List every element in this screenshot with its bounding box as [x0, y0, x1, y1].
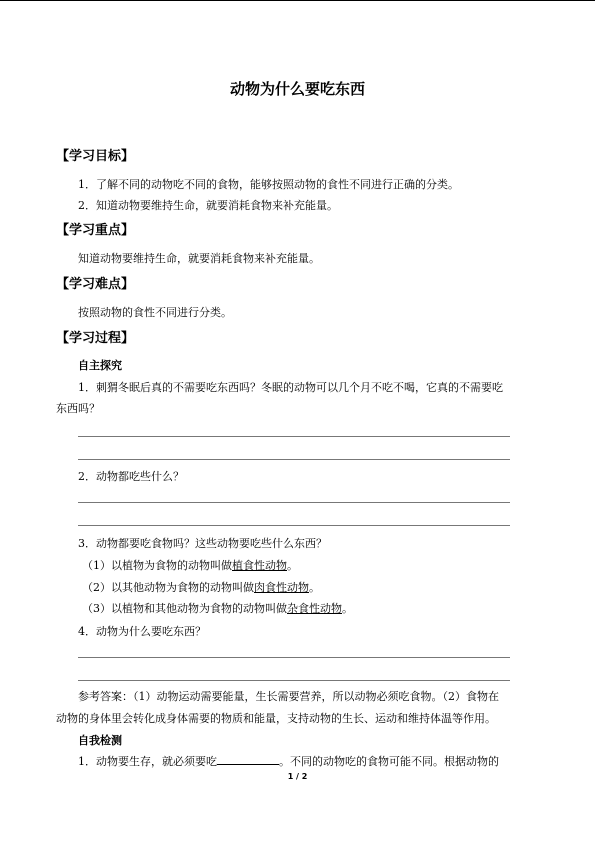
item-prefix: （3）以植物和其他动物为食物的动物叫做	[82, 602, 287, 615]
page-title: 动物为什么要吃东西	[229, 80, 365, 98]
question-3-item-2	[82, 579, 320, 595]
answer-line	[78, 680, 510, 681]
reference-answer-line-1: 参考答案：（1）动物运动需要能量，生长需要营养，所以动物必须吃食物。（2）食物在	[78, 690, 499, 703]
difficulties-text: 按照动物的食性不同进行分类。	[78, 306, 232, 319]
question-1-line-2: 东西吗？	[56, 402, 100, 415]
item-answer: 植食性动物	[232, 559, 287, 572]
item-suffix: 。	[309, 581, 320, 594]
top-border	[0, 0, 595, 1]
question-suffix: 。不同的动物吃的食物可能不同。根据动物的	[279, 755, 499, 768]
answer-line	[78, 459, 510, 460]
question-3-item-3	[82, 600, 353, 616]
subheading-self-check: 自我检测	[78, 734, 122, 747]
subheading-self-explore: 自主探究	[78, 359, 122, 372]
item-answer: 肉食性动物	[254, 581, 309, 594]
item-prefix: （2）以其他动物为食物的动物叫做	[82, 581, 254, 594]
question-2: 2．动物都吃些什么？	[78, 470, 184, 483]
key-points-text: 知道动物要维持生命，就要消耗食物来补充能量。	[78, 252, 320, 265]
section-heading-process: 【学习过程】	[56, 331, 135, 346]
answer-line	[78, 502, 510, 503]
question-3: 3．动物都要吃食物吗？这些动物要吃些什么东西？	[78, 537, 327, 550]
goal-item-1: 1．了解不同的动物吃不同的食物，能够按照动物的食性不同进行正确的分类。	[78, 178, 459, 191]
answer-line	[78, 657, 510, 658]
item-prefix: （1）以植物为食物的动物叫做	[82, 559, 232, 572]
question-prefix: 1．动物要生存，就必须要吃	[78, 755, 217, 768]
item-answer: 杂食性动物	[287, 602, 342, 615]
fill-in-blank[interactable]	[217, 753, 279, 765]
answer-line	[78, 436, 510, 437]
section-heading-difficulties: 【学习难点】	[56, 277, 135, 292]
question-4: 4．动物为什么要吃东西？	[78, 625, 206, 638]
question-3-item-1	[82, 557, 298, 573]
goal-item-2: 2．知道动物要维持生命，就要消耗食物来补充能量。	[78, 199, 338, 212]
reference-answer-line-2: 动物的身体里会转化成身体需要的物质和能量，支持动物的生长、运动和维持体温等作用。	[56, 712, 496, 725]
page-number: 1 / 2	[287, 772, 308, 781]
answer-line	[78, 525, 510, 526]
section-heading-goals: 【学习目标】	[56, 149, 135, 164]
question-1-line-1: 1．刺猬冬眠后真的不需要吃东西吗？冬眠的动物可以几个月不吃不喝，它真的不需要吃	[78, 381, 503, 394]
item-suffix: 。	[287, 559, 298, 572]
section-heading-key-points: 【学习重点】	[56, 223, 135, 238]
item-suffix: 。	[342, 602, 353, 615]
self-check-question-1	[78, 753, 499, 769]
